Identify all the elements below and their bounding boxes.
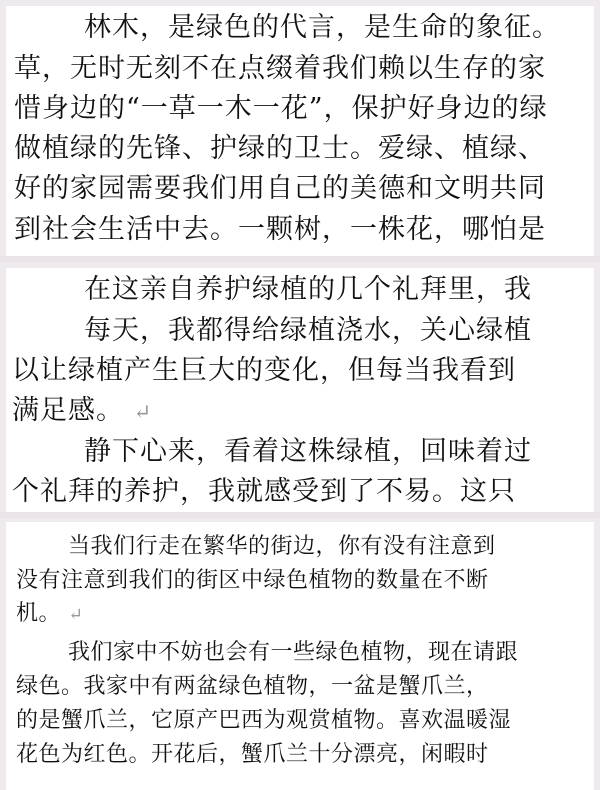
- text-line: 草，无时无刻不在点缀着我们赖以生存的家: [14, 53, 546, 84]
- text-line: 当我们行走在繁华的街边，你有没有注意到: [68, 534, 496, 559]
- text-line: 好的家园需要我们用自己的美德和文明共同: [14, 173, 546, 204]
- text-line: 以让绿植产生巨大的变化，但每当我看到: [12, 355, 516, 386]
- text-line: 的是蟹爪兰，它原产巴西为观赏植物。喜欢温暖湿: [16, 708, 512, 733]
- text-line: 做植绿的先锋、护绿的卫士。爱绿、植绿、: [14, 133, 546, 164]
- text-line: 惜身边的“一草一木一花”，保护好身边的绿: [14, 93, 548, 124]
- text-line: 静下心来，看着这株绿植，回味着过: [84, 436, 532, 467]
- text-line: 到社会生活中去。一颗树，一株花，哪怕是: [14, 214, 546, 245]
- text-line: [12, 397, 152, 424]
- text-line-content: 满足感。: [12, 395, 124, 426]
- separator: [0, 512, 600, 518]
- text-line: 林木，是绿色的代言，是生命的象征。: [84, 12, 560, 43]
- text-line: 个礼拜的养护，我就感受到了不易。这只: [12, 476, 516, 507]
- return-mark-icon: ↵: [68, 605, 84, 625]
- text-line: 在这亲自养护绿植的几个礼拜里，我: [84, 274, 532, 305]
- essay-excerpt-1: [6, 6, 594, 256]
- text-line: 每天，我都得给绿植浇水，关心绿植: [84, 315, 532, 346]
- text-line: 花色为红色。开花后，蟹爪兰十分漂亮，闲暇时: [16, 742, 489, 767]
- return-mark-icon: ↵: [133, 399, 153, 424]
- text-line-content: 机。: [16, 601, 62, 626]
- essay-excerpt-3: [6, 522, 594, 790]
- text-line: 绿色。我家中有两盆绿色植物，一盆是蟹爪兰，: [16, 674, 489, 699]
- text-line: [16, 603, 83, 625]
- text-line: 没有注意到我们的街区中绿色植物的数量在不断: [16, 568, 489, 593]
- essay-excerpt-2: [6, 268, 594, 512]
- text-line: 我们家中不妨也会有一些绿色植物，现在请跟: [68, 640, 519, 665]
- separator: [0, 256, 600, 262]
